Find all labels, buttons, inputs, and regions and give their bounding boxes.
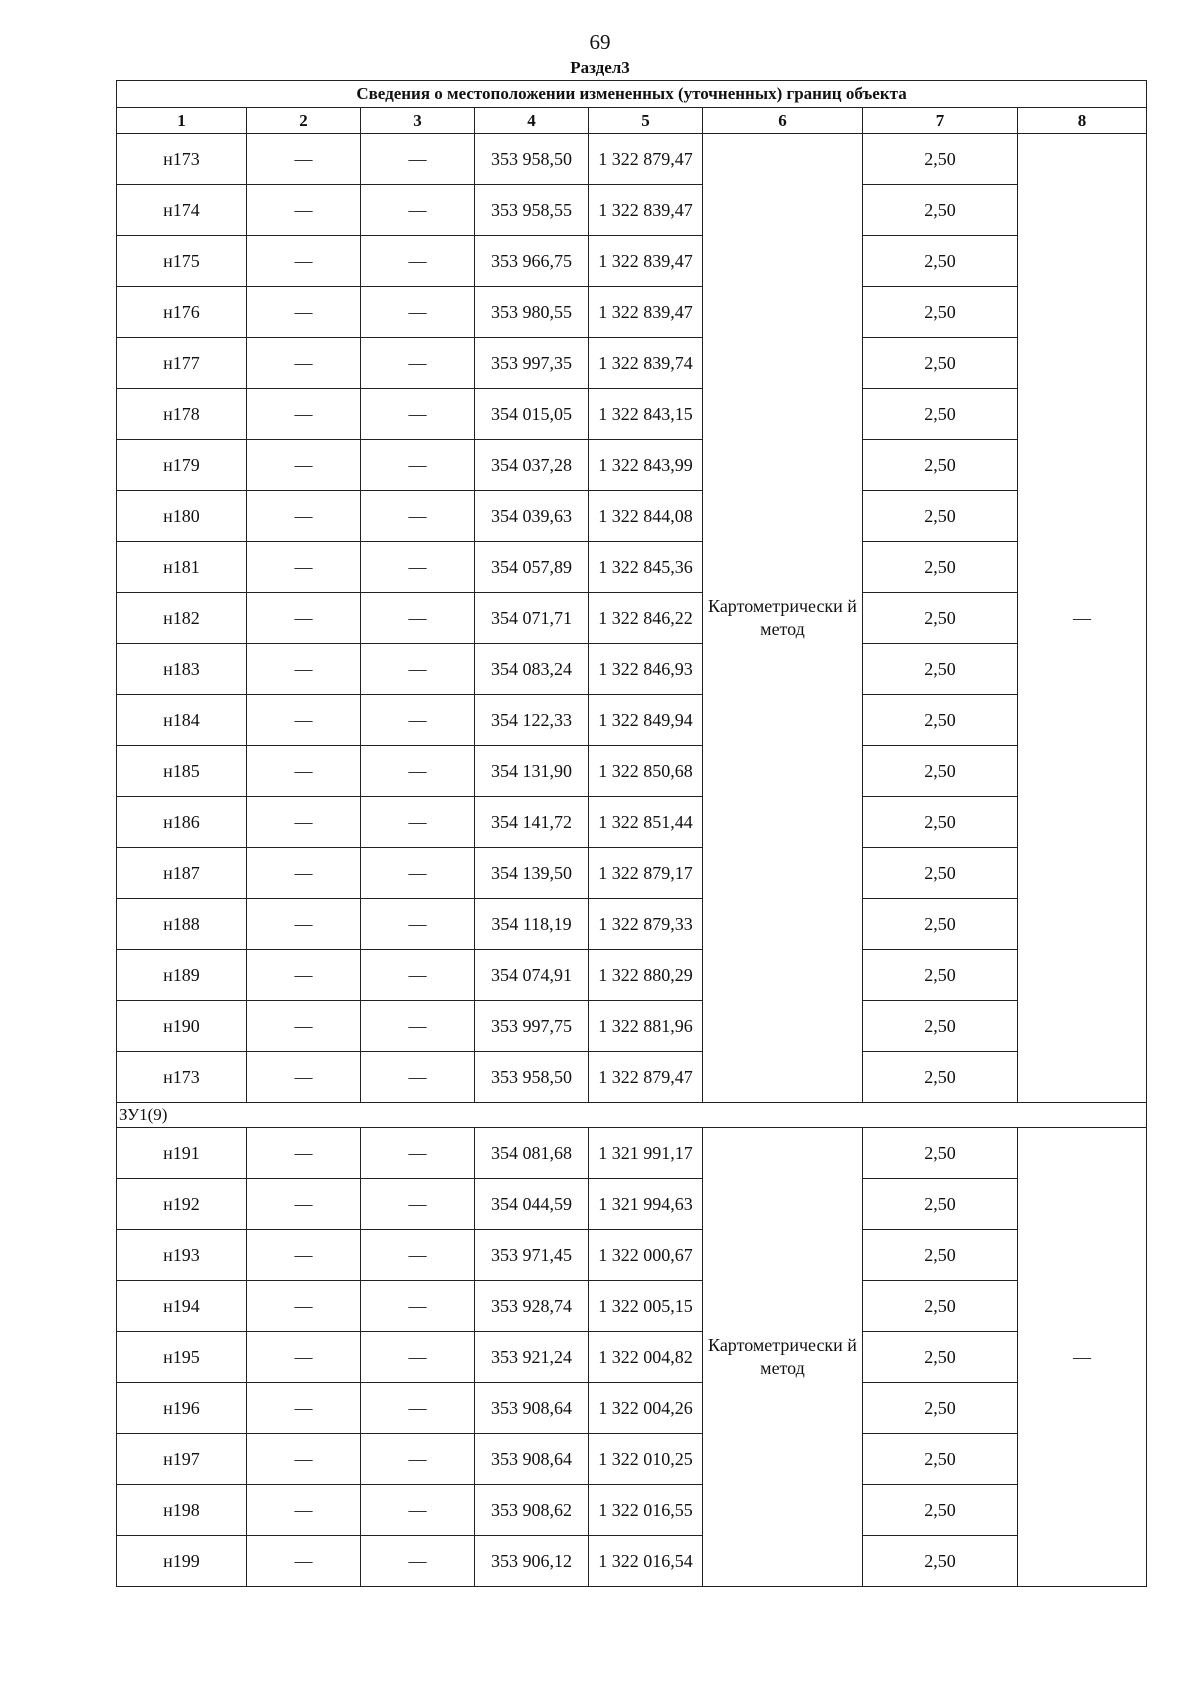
precision-cell: 2,50 [863,389,1018,440]
table-row [117,1332,1147,1383]
col2-cell: — [247,1434,361,1485]
x-coordinate-cell: 354 118,19 [475,899,589,950]
point-number-cell: н173 [117,134,247,185]
col2-cell: — [247,797,361,848]
table-row [117,338,1147,389]
col3-cell: — [361,440,475,491]
col3-cell: — [361,950,475,1001]
x-coordinate-cell: 353 958,50 [475,1052,589,1103]
point-number-cell: н179 [117,440,247,491]
table-row [117,287,1147,338]
column-header: 8 [1018,108,1147,134]
table-row [117,899,1147,950]
y-coordinate-cell: 1 322 016,55 [589,1485,703,1536]
precision-cell: 2,50 [863,491,1018,542]
table-row [117,389,1147,440]
precision-cell: 2,50 [863,1230,1018,1281]
col3-cell: — [361,899,475,950]
col3-cell: — [361,287,475,338]
table-row [117,1383,1147,1434]
precision-cell: 2,50 [863,848,1018,899]
col3-cell: — [361,1001,475,1052]
point-number-cell: н193 [117,1230,247,1281]
table-row [117,134,1147,185]
x-coordinate-cell: 353 928,74 [475,1281,589,1332]
col2-cell: — [247,440,361,491]
y-coordinate-cell: 1 321 991,17 [589,1128,703,1179]
table-row [117,1001,1147,1052]
y-coordinate-cell: 1 322 004,26 [589,1383,703,1434]
x-coordinate-cell: 353 908,64 [475,1383,589,1434]
col8-cell: — [1018,1128,1147,1587]
point-number-cell: н183 [117,644,247,695]
precision-cell: 2,50 [863,1383,1018,1434]
col2-cell: — [247,1179,361,1230]
column-header: 7 [863,108,1018,134]
col3-cell: — [361,1383,475,1434]
x-coordinate-cell: 353 906,12 [475,1536,589,1587]
x-coordinate-cell: 354 071,71 [475,593,589,644]
precision-cell: 2,50 [863,1485,1018,1536]
point-number-cell: н192 [117,1179,247,1230]
col2-cell: — [247,236,361,287]
table-row [117,797,1147,848]
col2-cell: — [247,1128,361,1179]
x-coordinate-cell: 353 958,50 [475,134,589,185]
point-number-cell: н182 [117,593,247,644]
precision-cell: 2,50 [863,644,1018,695]
column-header: 6 [703,108,863,134]
col3-cell: — [361,1485,475,1536]
table-row [117,185,1147,236]
x-coordinate-cell: 353 908,62 [475,1485,589,1536]
col2-cell: — [247,389,361,440]
table-row [117,491,1147,542]
precision-cell: 2,50 [863,746,1018,797]
col2-cell: — [247,1332,361,1383]
precision-cell: 2,50 [863,185,1018,236]
point-number-cell: н174 [117,185,247,236]
x-coordinate-cell: 354 131,90 [475,746,589,797]
precision-cell: 2,50 [863,1332,1018,1383]
col3-cell: — [361,236,475,287]
point-number-cell: н188 [117,899,247,950]
point-number-cell: н195 [117,1332,247,1383]
col2-cell: — [247,1230,361,1281]
col2-cell: — [247,593,361,644]
point-number-cell: н180 [117,491,247,542]
precision-cell: 2,50 [863,1001,1018,1052]
col2-cell: — [247,1052,361,1103]
precision-cell: 2,50 [863,1281,1018,1332]
col3-cell: — [361,1536,475,1587]
point-number-cell: н176 [117,287,247,338]
col2-cell: — [247,338,361,389]
x-coordinate-cell: 354 083,24 [475,644,589,695]
y-coordinate-cell: 1 322 879,47 [589,134,703,185]
x-coordinate-cell: 353 971,45 [475,1230,589,1281]
col2-cell: — [247,1536,361,1587]
y-coordinate-cell: 1 322 004,82 [589,1332,703,1383]
col3-cell: — [361,134,475,185]
y-coordinate-cell: 1 322 851,44 [589,797,703,848]
y-coordinate-cell: 1 322 010,25 [589,1434,703,1485]
y-coordinate-cell: 1 322 843,15 [589,389,703,440]
x-coordinate-cell: 353 997,75 [475,1001,589,1052]
y-coordinate-cell: 1 322 881,96 [589,1001,703,1052]
table-row [117,746,1147,797]
precision-cell: 2,50 [863,542,1018,593]
col3-cell: — [361,389,475,440]
precision-cell: 2,50 [863,1128,1018,1179]
precision-cell: 2,50 [863,287,1018,338]
x-coordinate-cell: 354 139,50 [475,848,589,899]
y-coordinate-cell: 1 322 839,47 [589,236,703,287]
precision-cell: 2,50 [863,236,1018,287]
precision-cell: 2,50 [863,338,1018,389]
col2-cell: — [247,644,361,695]
col2-cell: — [247,1281,361,1332]
col2-cell: — [247,950,361,1001]
point-number-cell: н194 [117,1281,247,1332]
table-row [117,236,1147,287]
y-coordinate-cell: 1 322 846,22 [589,593,703,644]
point-number-cell: н186 [117,797,247,848]
col3-cell: — [361,1434,475,1485]
point-number-cell: н184 [117,695,247,746]
section-title: Раздел3 [570,58,630,77]
table-row [117,695,1147,746]
y-coordinate-cell: 1 322 879,17 [589,848,703,899]
col3-cell: — [361,1179,475,1230]
table-row [117,848,1147,899]
x-coordinate-cell: 354 057,89 [475,542,589,593]
y-coordinate-cell: 1 322 016,54 [589,1536,703,1587]
point-number-cell: н177 [117,338,247,389]
y-coordinate-cell: 1 322 845,36 [589,542,703,593]
col2-cell: — [247,746,361,797]
column-header: 1 [117,108,247,134]
y-coordinate-cell: 1 322 880,29 [589,950,703,1001]
col3-cell: — [361,1052,475,1103]
point-number-cell: н198 [117,1485,247,1536]
col2-cell: — [247,695,361,746]
precision-cell: 2,50 [863,950,1018,1001]
y-coordinate-cell: 1 321 994,63 [589,1179,703,1230]
x-coordinate-cell: 354 037,28 [475,440,589,491]
precision-cell: 2,50 [863,1052,1018,1103]
table-row [117,1281,1147,1332]
precision-cell: 2,50 [863,695,1018,746]
point-number-cell: н196 [117,1383,247,1434]
col3-cell: — [361,491,475,542]
table-row [117,1230,1147,1281]
point-number-cell: н187 [117,848,247,899]
x-coordinate-cell: 354 074,91 [475,950,589,1001]
x-coordinate-cell: 354 122,33 [475,695,589,746]
point-number-cell: н173 [117,1052,247,1103]
table-row [117,1536,1147,1587]
y-coordinate-cell: 1 322 844,08 [589,491,703,542]
y-coordinate-cell: 1 322 000,67 [589,1230,703,1281]
col3-cell: — [361,644,475,695]
y-coordinate-cell: 1 322 879,47 [589,1052,703,1103]
boundary-table [116,80,1147,1587]
col3-cell: — [361,746,475,797]
table-row [117,593,1147,644]
table-row [117,950,1147,1001]
y-coordinate-cell: 1 322 839,47 [589,185,703,236]
precision-cell: 2,50 [863,899,1018,950]
col2-cell: — [247,542,361,593]
y-coordinate-cell: 1 322 879,33 [589,899,703,950]
column-header: 2 [247,108,361,134]
precision-cell: 2,50 [863,1536,1018,1587]
method-cell: Картометрически й метод [703,134,863,1103]
y-coordinate-cell: 1 322 839,47 [589,287,703,338]
precision-cell: 2,50 [863,134,1018,185]
col3-cell: — [361,1128,475,1179]
col3-cell: — [361,593,475,644]
x-coordinate-cell: 353 980,55 [475,287,589,338]
col3-cell: — [361,1281,475,1332]
x-coordinate-cell: 353 966,75 [475,236,589,287]
x-coordinate-cell: 353 921,24 [475,1332,589,1383]
table-row [117,440,1147,491]
precision-cell: 2,50 [863,593,1018,644]
x-coordinate-cell: 354 015,05 [475,389,589,440]
y-coordinate-cell: 1 322 843,99 [589,440,703,491]
col3-cell: — [361,1332,475,1383]
point-number-cell: н191 [117,1128,247,1179]
x-coordinate-cell: 354 141,72 [475,797,589,848]
column-header: 3 [361,108,475,134]
precision-cell: 2,50 [863,1434,1018,1485]
col2-cell: — [247,491,361,542]
point-number-cell: н197 [117,1434,247,1485]
point-number-cell: н189 [117,950,247,1001]
col2-cell: — [247,848,361,899]
precision-cell: 2,50 [863,797,1018,848]
col3-cell: — [361,1230,475,1281]
x-coordinate-cell: 354 044,59 [475,1179,589,1230]
page-number: 69 [589,30,611,54]
table-row [117,1485,1147,1536]
table-caption: Сведения о местоположении измененных (уточненных) границ объекта [117,81,1147,108]
col3-cell: — [361,542,475,593]
point-number-cell: н190 [117,1001,247,1052]
x-coordinate-cell: 353 908,64 [475,1434,589,1485]
precision-cell: 2,50 [863,440,1018,491]
table-row [117,1434,1147,1485]
col2-cell: — [247,134,361,185]
y-coordinate-cell: 1 322 005,15 [589,1281,703,1332]
x-coordinate-cell: 353 997,35 [475,338,589,389]
column-header: 5 [589,108,703,134]
table-row [117,644,1147,695]
col2-cell: — [247,185,361,236]
col2-cell: — [247,287,361,338]
zone-label-row [117,1103,1147,1128]
point-number-cell: н199 [117,1536,247,1587]
precision-cell: 2,50 [863,1179,1018,1230]
y-coordinate-cell: 1 322 839,74 [589,338,703,389]
col2-cell: — [247,1383,361,1434]
col3-cell: — [361,797,475,848]
point-number-cell: н178 [117,389,247,440]
y-coordinate-cell: 1 322 846,93 [589,644,703,695]
table-row [117,1179,1147,1230]
col8-cell: — [1018,134,1147,1103]
point-number-cell: н185 [117,746,247,797]
col3-cell: — [361,338,475,389]
col2-cell: — [247,1485,361,1536]
col2-cell: — [247,899,361,950]
x-coordinate-cell: 354 081,68 [475,1128,589,1179]
y-coordinate-cell: 1 322 849,94 [589,695,703,746]
col3-cell: — [361,185,475,236]
y-coordinate-cell: 1 322 850,68 [589,746,703,797]
col3-cell: — [361,848,475,899]
col2-cell: — [247,1001,361,1052]
zone-label: ЗУ1(9) [117,1103,1147,1128]
column-header-row [117,108,1147,134]
x-coordinate-cell: 354 039,63 [475,491,589,542]
table-row [117,1128,1147,1179]
table-row [117,1052,1147,1103]
col3-cell: — [361,695,475,746]
point-number-cell: н175 [117,236,247,287]
x-coordinate-cell: 353 958,55 [475,185,589,236]
method-cell: Картометрически й метод [703,1128,863,1587]
column-header: 4 [475,108,589,134]
point-number-cell: н181 [117,542,247,593]
table-row [117,542,1147,593]
